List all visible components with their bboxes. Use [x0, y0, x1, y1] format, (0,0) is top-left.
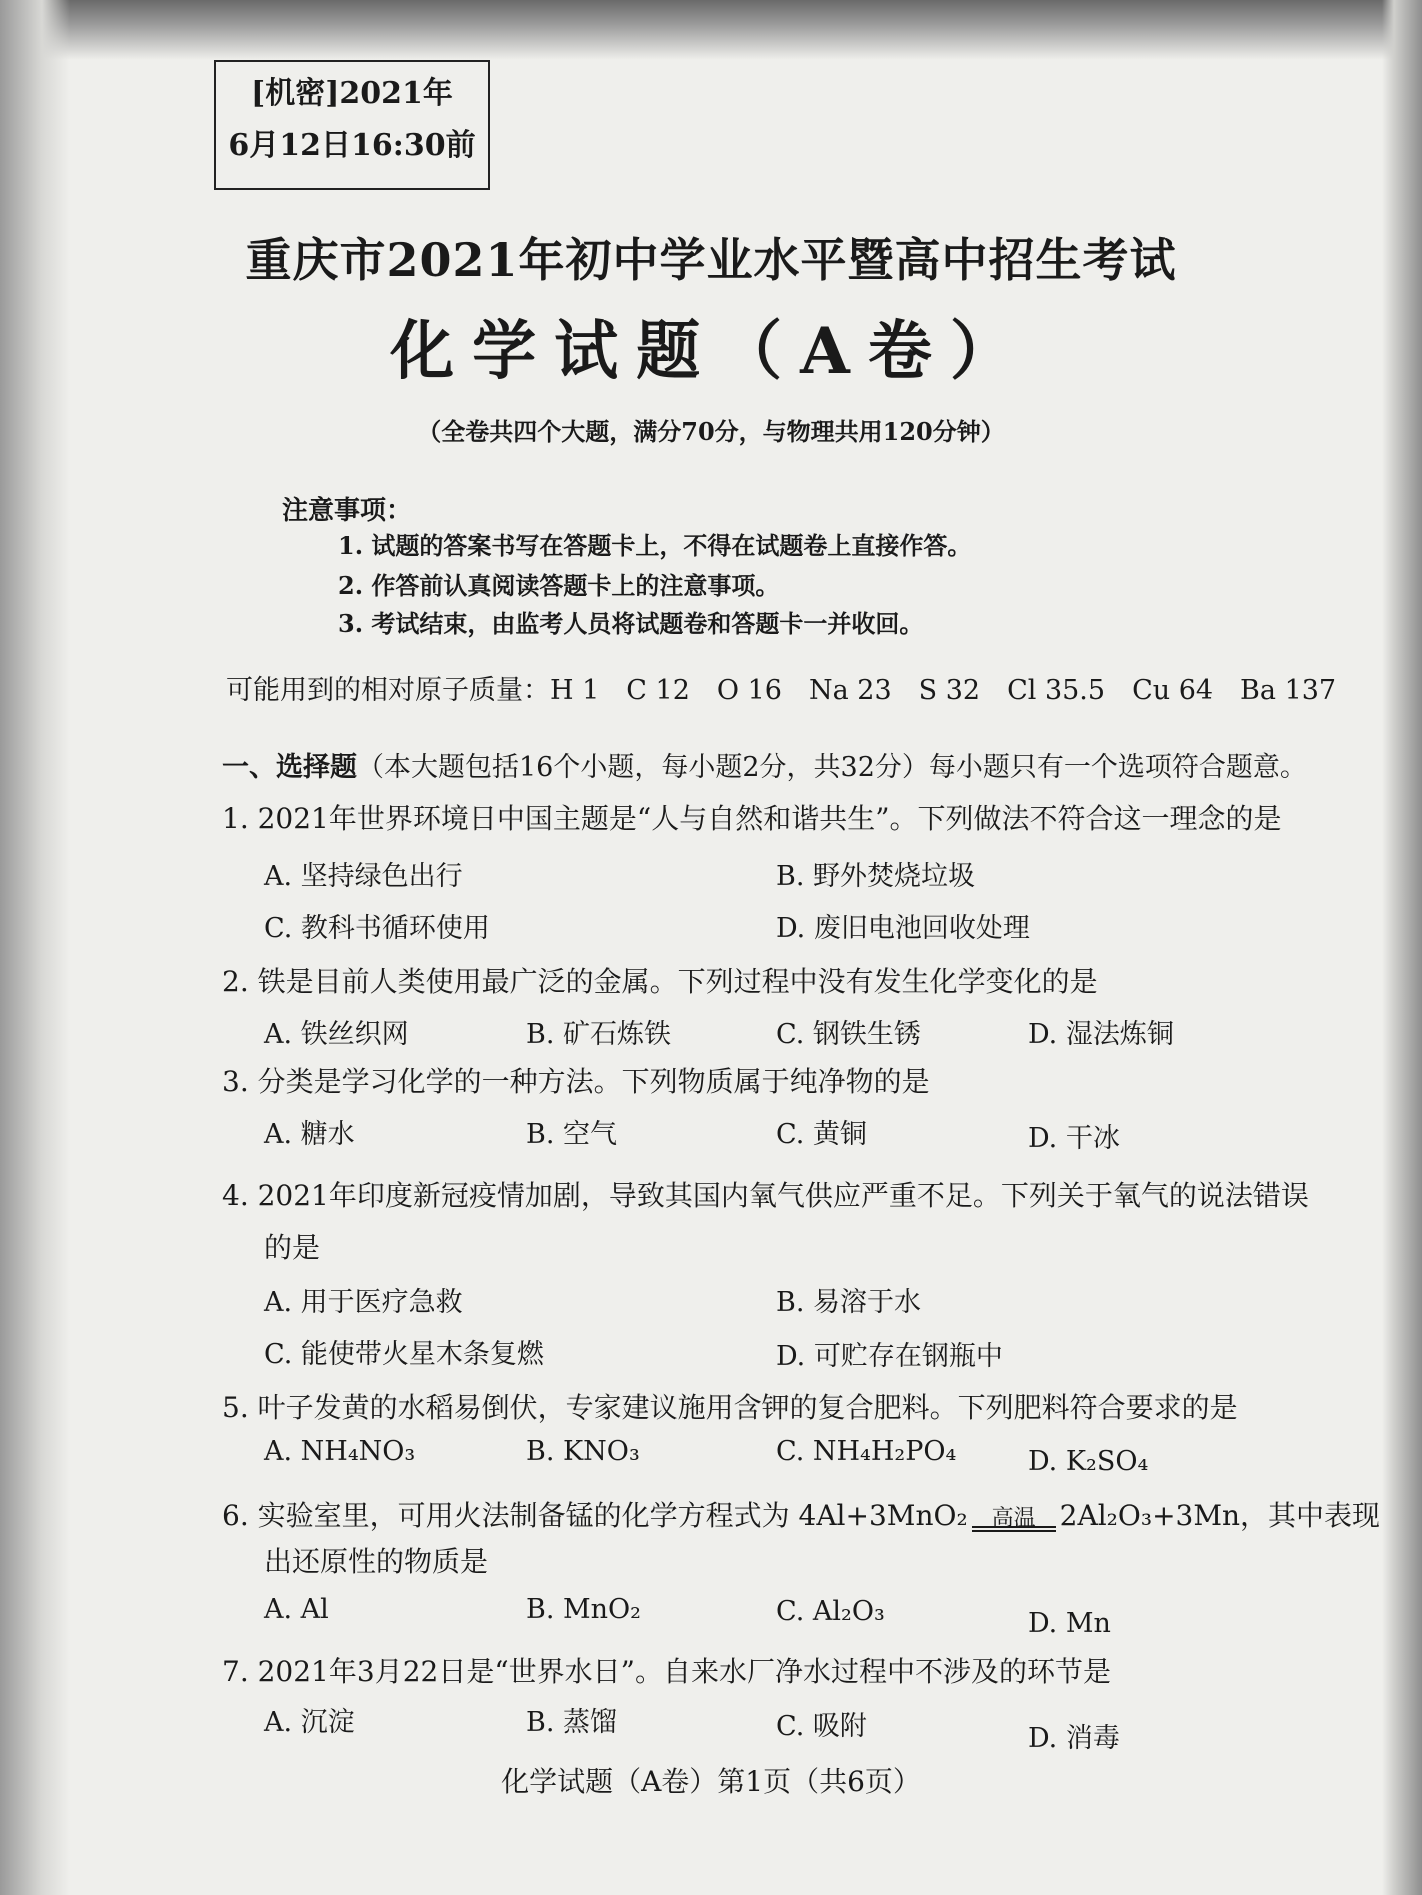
- question-1-option-b: B. 野外焚烧垃圾: [776, 861, 976, 892]
- atomic-masses: 可能用到的相对原子质量：H 1 C 12 O 16 Na 23 S 32 Cl 35.5 Cu 64 Ba 137: [226, 675, 1337, 706]
- question-7-option-c: C. 吸附: [776, 1711, 867, 1742]
- secret-line-2: 6月12日16:30前: [228, 128, 476, 163]
- reaction-condition: 高温: [991, 1506, 1036, 1531]
- reaction-condition-arrow: [968, 1508, 1060, 1532]
- question-6-stem-continued: 出还原性的物质是: [264, 1545, 489, 1578]
- question-4-option-a: A. 用于医疗急救: [264, 1287, 463, 1318]
- notice-title: 注意事项：: [282, 496, 413, 526]
- exam-subtitle: （全卷共四个大题，满分70分，与物理共用120分钟）: [417, 417, 1005, 446]
- question-6-option-a: A. Al: [264, 1594, 329, 1625]
- question-6-stem-part-a: 6. 实验室里，可用火法制备锰的化学方程式为 4Al+3MnO₂: [222, 1499, 968, 1532]
- question-7-option-a: A. 沉淀: [264, 1707, 355, 1738]
- question-1-option-a: A. 坚持绿色出行: [264, 861, 463, 892]
- question-3-option-a: A. 糖水: [264, 1119, 355, 1150]
- notice-item-3: 3. 考试结束，由监考人员将试题卷和答题卡一并收回。: [338, 609, 924, 638]
- question-5-option-a: A. NH₄NO₃: [264, 1436, 416, 1467]
- question-6-stem-part-b: 2Al₂O₃+3Mn，其中表现: [1059, 1499, 1381, 1532]
- question-6-option-d: D. Mn: [1028, 1608, 1111, 1639]
- question-6-stem: [222, 1494, 1380, 1534]
- question-7-option-d: D. 消毒: [1028, 1723, 1120, 1754]
- question-4-option-b: B. 易溶于水: [776, 1287, 922, 1318]
- question-7-option-b: B. 蒸馏: [526, 1707, 618, 1738]
- page-footer: 化学试题（A卷）第1页（共6页）: [501, 1765, 921, 1798]
- question-3-stem: 3. 分类是学习化学的一种方法。下列物质属于纯净物的是: [222, 1065, 930, 1098]
- question-2-stem: 2. 铁是目前人类使用最广泛的金属。下列过程中没有发生化学变化的是: [222, 965, 1098, 998]
- question-3-option-d: D. 干冰: [1028, 1123, 1120, 1154]
- subject-title: 化学试题（A卷）: [390, 314, 1032, 389]
- exam-title: 重庆市2021年初中学业水平暨高中招生考试: [245, 233, 1177, 287]
- question-6-option-c: C. Al₂O₃: [776, 1596, 885, 1627]
- question-1-option-d: D. 废旧电池回收处理: [776, 913, 1030, 944]
- question-3-option-b: B. 空气: [526, 1119, 618, 1150]
- section-1-heading-bold: 一、选择题: [222, 752, 357, 783]
- question-1-stem: 1. 2021年世界环境日中国主题是“人与自然和谐共生”。下列做法不符合这一理念的是: [222, 802, 1282, 835]
- question-4-stem: 4. 2021年印度新冠疫情加剧，导致其国内氧气供应严重不足。下列关于氧气的说法错误: [222, 1179, 1309, 1212]
- top-shadow: [0, 0, 1422, 60]
- notice-item-1: 1. 试题的答案书写在答题卡上，不得在试题卷上直接作答。: [338, 531, 972, 560]
- question-5-option-d: D. K₂SO₄: [1028, 1446, 1149, 1477]
- notice-item-2: 2. 作答前认真阅读答题卡上的注意事项。: [338, 571, 780, 600]
- question-2-option-a: A. 铁丝织网: [264, 1019, 409, 1050]
- confidential-stamp-box: [214, 60, 490, 190]
- question-2-option-d: D. 湿法炼铜: [1028, 1019, 1174, 1050]
- question-3-option-c: C. 黄铜: [776, 1119, 867, 1150]
- question-1-option-c: C. 教科书循环使用: [264, 913, 490, 944]
- question-6-option-b: B. MnO₂: [526, 1594, 642, 1625]
- question-5-stem: 5. 叶子发黄的水稻易倒伏，专家建议施用含钾的复合肥料。下列肥料符合要求的是: [222, 1391, 1238, 1424]
- question-5-option-c: C. NH₄H₂PO₄: [776, 1436, 957, 1467]
- question-4-option-d: D. 可贮存在钢瓶中: [776, 1341, 1003, 1372]
- question-4-option-c: C. 能使带火星木条复燃: [264, 1339, 544, 1370]
- question-2-option-b: B. 矿石炼铁: [526, 1019, 672, 1050]
- section-1-heading-rest: （本大题包括16个小题，每小题2分，共32分）每小题只有一个选项符合题意。: [357, 752, 1307, 783]
- secret-line-1: [机密]2021年: [251, 76, 453, 111]
- question-2-option-c: C. 钢铁生锈: [776, 1019, 921, 1050]
- question-4-stem-continued: 的是: [264, 1231, 321, 1264]
- question-5-option-b: B. KNO₃: [526, 1436, 640, 1467]
- question-7-stem: 7. 2021年3月22日是“世界水日”。自来水厂净水过程中不涉及的环节是: [222, 1655, 1111, 1688]
- section-1-heading: [222, 745, 1307, 784]
